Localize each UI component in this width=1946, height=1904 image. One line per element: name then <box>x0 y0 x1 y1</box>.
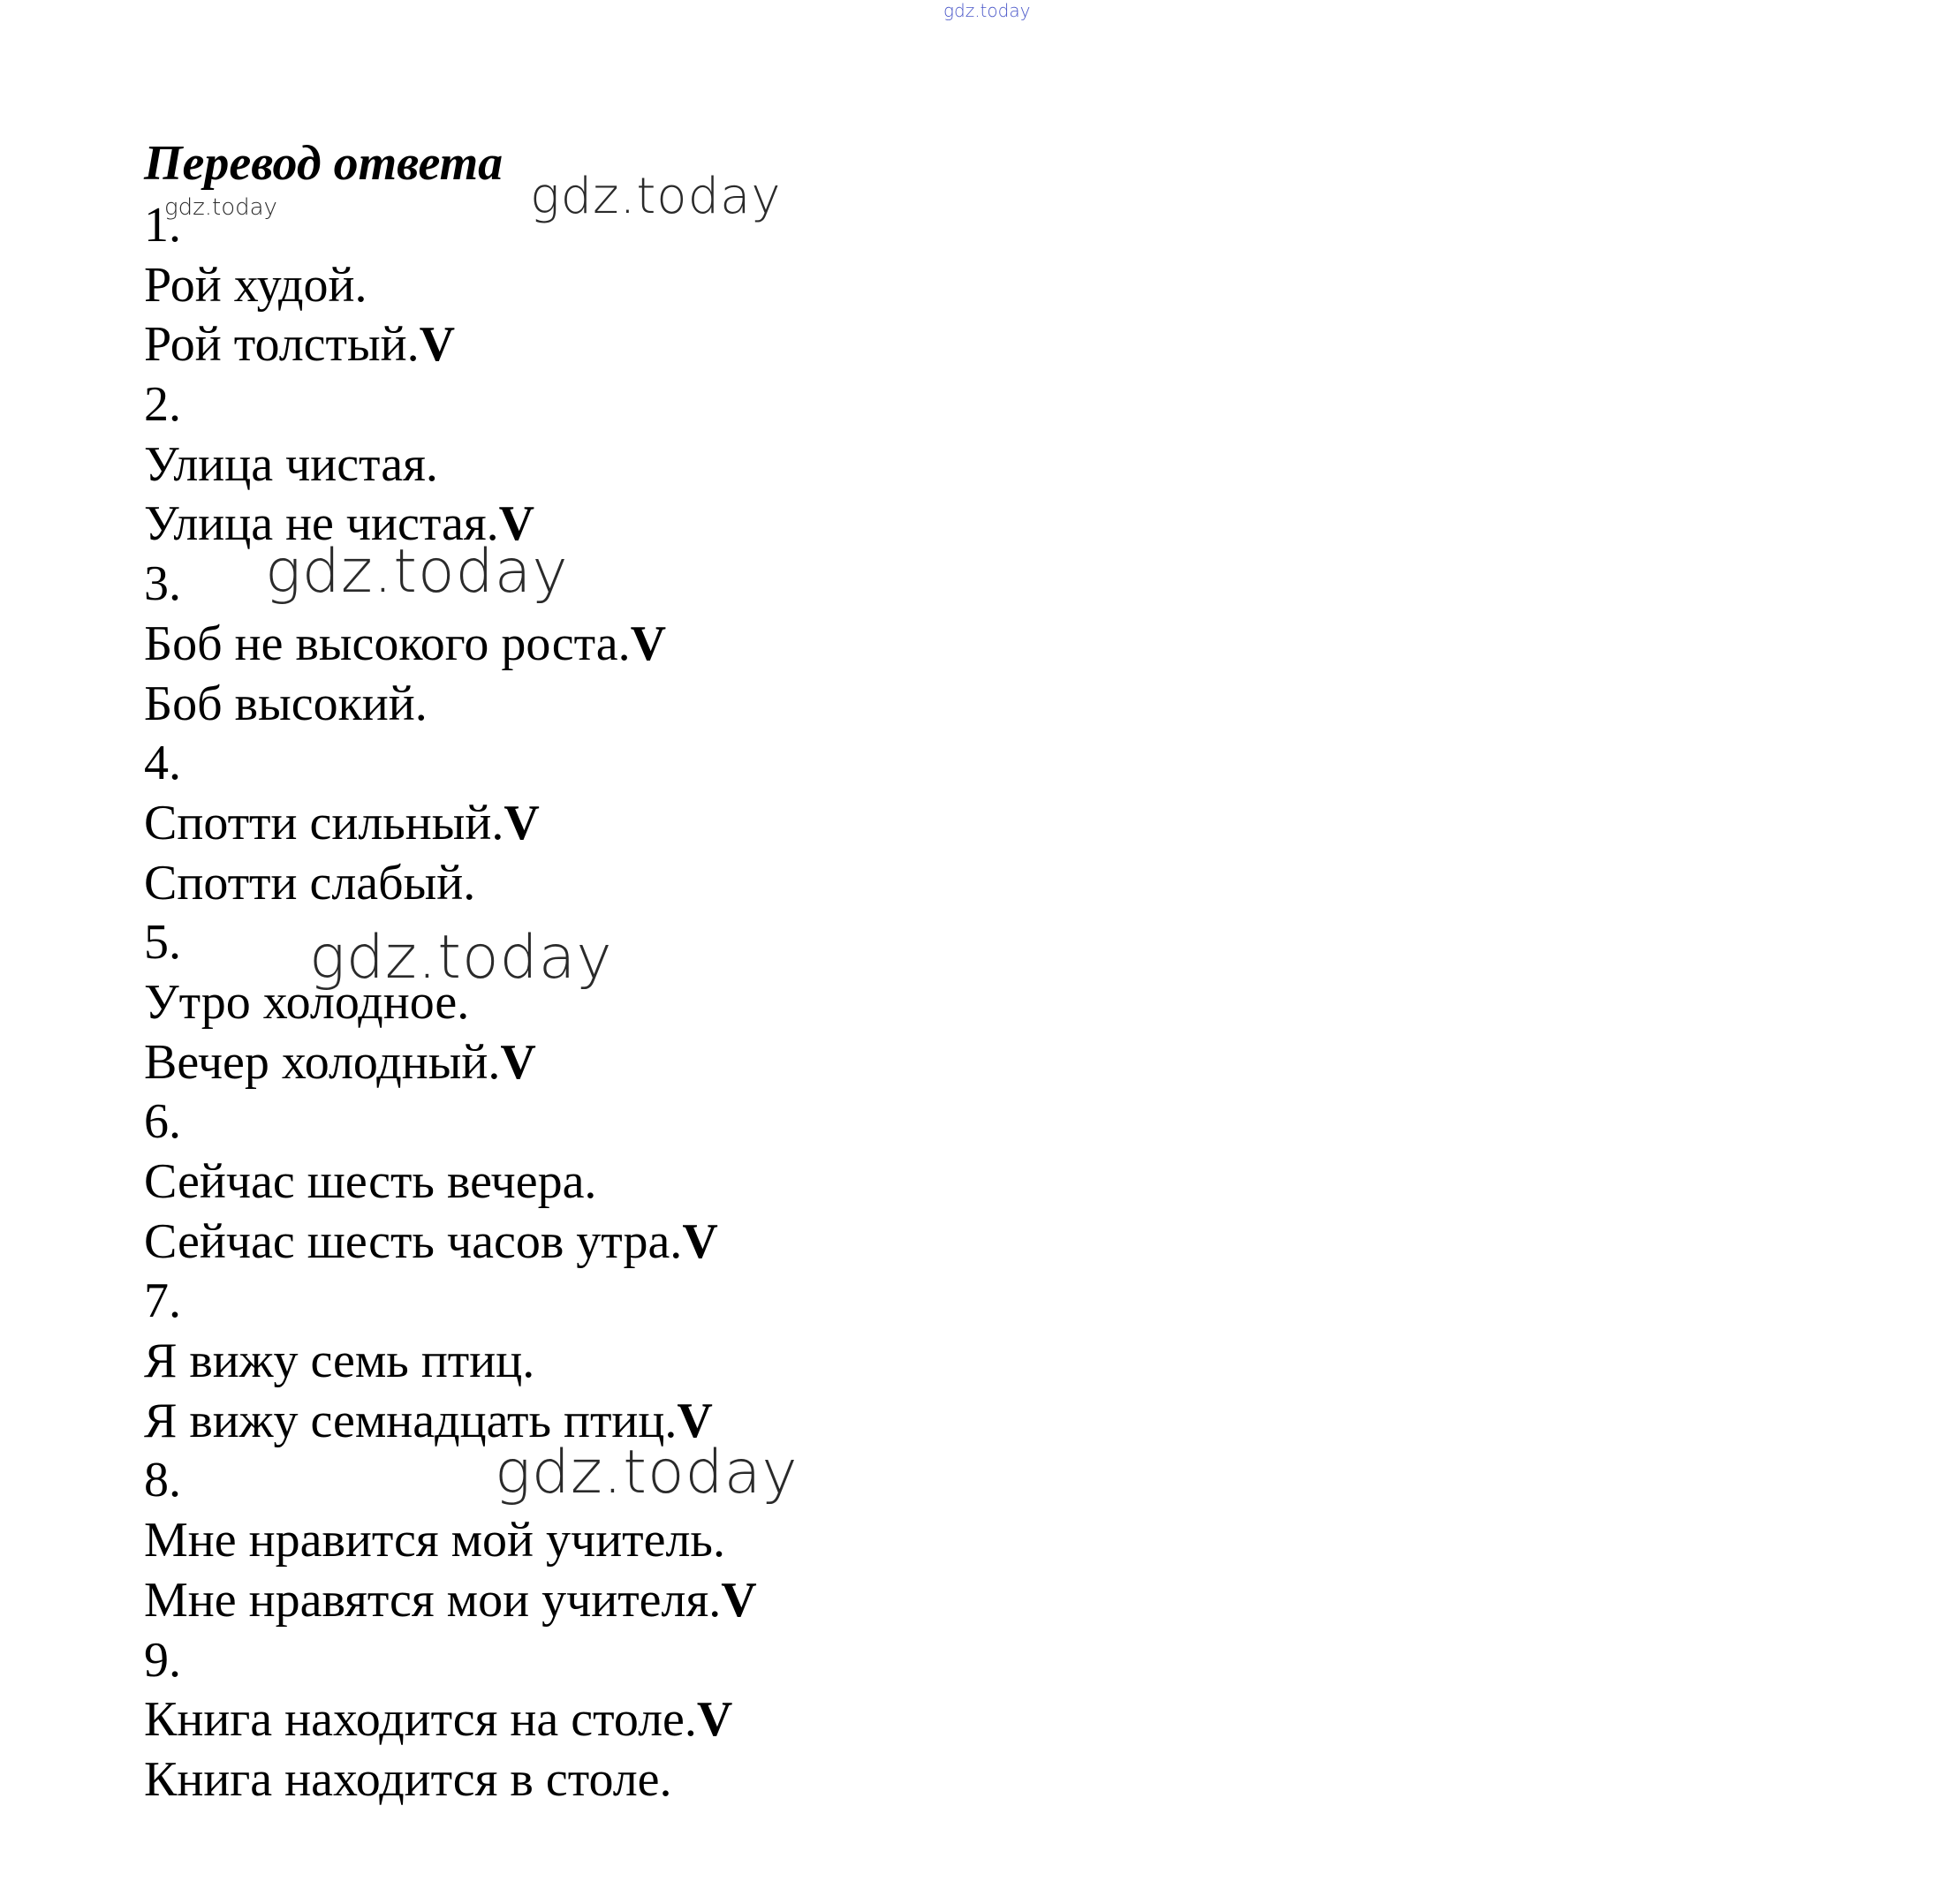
check-mark: V <box>504 795 540 850</box>
line-text: 5. <box>144 915 181 971</box>
line-text: Книга находится на столе. <box>144 1692 697 1748</box>
answer-line <box>144 854 757 914</box>
line-text: Спотти слабый. <box>144 855 476 910</box>
answer-line <box>144 1750 757 1810</box>
line-text: Спотти сильный. <box>144 795 504 850</box>
line-text: 1. <box>144 198 181 253</box>
line-text: Боб не высокого роста. <box>144 616 631 671</box>
watermark-top: gdz.today <box>943 0 1031 21</box>
answer-line <box>144 1152 757 1213</box>
answer-line <box>144 1033 757 1093</box>
line-text: Улица не чистая. <box>144 496 499 552</box>
line-text: Мне нравятся мои учителя. <box>144 1572 722 1628</box>
answer-line <box>144 1332 757 1392</box>
line-text: Я вижу семнадцать птиц. <box>144 1393 678 1448</box>
line-text: Утро холодное. <box>144 974 470 1030</box>
answer-line <box>144 1511 757 1571</box>
answer-line <box>144 256 757 316</box>
watermark: gdz.today <box>530 168 782 225</box>
answer-line <box>144 435 757 495</box>
line-text: Вечер холодный. <box>144 1034 501 1090</box>
check-mark: V <box>498 496 535 552</box>
line-text: 8. <box>144 1453 181 1508</box>
answer-line <box>144 1213 757 1273</box>
item-number <box>144 375 757 435</box>
watermark-small: gdz.today <box>164 194 277 221</box>
line-text: Боб высокий. <box>144 676 428 731</box>
item-number <box>144 1092 757 1152</box>
line-text: Рой толстый. <box>144 317 420 373</box>
item-number <box>144 734 757 794</box>
line-text: Улица чистая. <box>144 436 438 492</box>
line-text: Рой худой. <box>144 257 367 313</box>
check-mark: V <box>419 317 456 373</box>
check-mark: V <box>500 1034 536 1090</box>
line-text: Книга находится в столе. <box>144 1751 672 1807</box>
item-number <box>144 1272 757 1332</box>
answer-line <box>144 615 757 675</box>
check-mark: V <box>682 1213 718 1269</box>
answer-list <box>144 196 757 1810</box>
check-mark: V <box>630 616 667 671</box>
line-text: 3. <box>144 556 181 612</box>
answer-line <box>144 675 757 735</box>
answer-line <box>144 315 757 375</box>
watermark: gdz.today <box>309 923 613 993</box>
item-number <box>144 1631 757 1691</box>
answer-line <box>144 1571 757 1631</box>
line-text: Сейчас шесть вечера. <box>144 1154 597 1209</box>
line-text: Мне нравится мой учитель. <box>144 1513 725 1568</box>
answer-line <box>144 1690 757 1750</box>
check-mark: V <box>677 1393 713 1448</box>
watermark: gdz.today <box>265 537 569 607</box>
line-text: 7. <box>144 1273 181 1329</box>
check-mark: V <box>721 1572 757 1628</box>
watermark: gdz.today <box>495 1438 799 1507</box>
line-text: 4. <box>144 736 181 791</box>
line-text: 9. <box>144 1632 181 1688</box>
page-title: Перевод ответа <box>144 136 504 191</box>
answer-line <box>144 794 757 854</box>
line-text: 2. <box>144 377 181 433</box>
line-text: 6. <box>144 1094 181 1150</box>
line-text: Сейчас шесть часов утра. <box>144 1213 683 1269</box>
line-text: Я вижу семь птиц. <box>144 1334 535 1389</box>
check-mark: V <box>696 1692 733 1748</box>
